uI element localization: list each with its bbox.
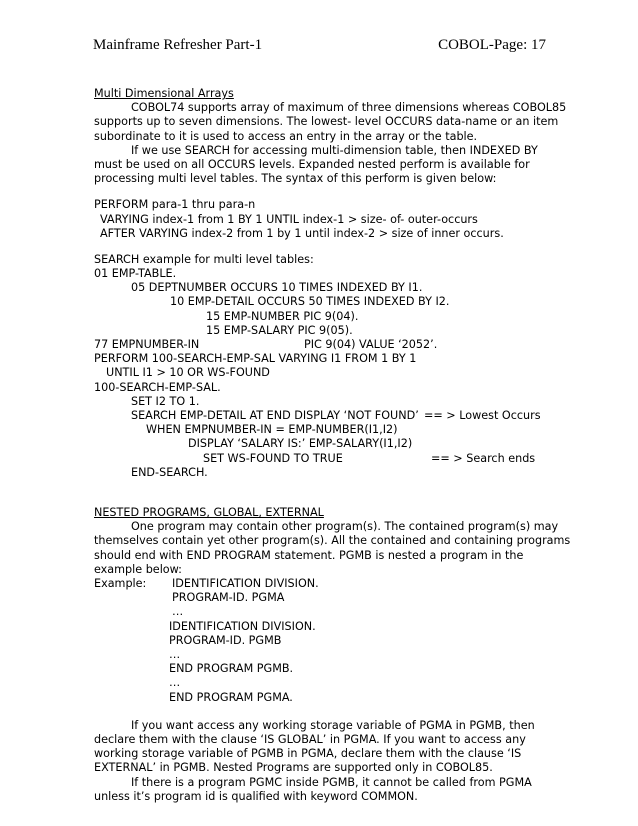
code-line: 05 DEPTNUMBER OCCURS 10 TIMES INDEXED BY I1.: [131, 281, 423, 295]
code-line: PROGRAM-ID. PGMA: [172, 591, 285, 605]
code-line: IDENTIFICATION DIVISION.: [169, 619, 316, 633]
code-line: 01 EMP-TABLE.: [94, 267, 177, 281]
code-line: [94, 452, 554, 466]
paragraph-line: One program may contain other program(s). The contained program(s) may: [131, 520, 559, 534]
code-line: VARYING index-1 from 1 BY 1 UNTIL index-1 > size- of- outer-occurs: [100, 212, 478, 226]
code-line: PERFORM 100-SEARCH-EMP-SAL VARYING I1 FROM 1 BY 1: [94, 352, 417, 366]
paragraph-line: processing multi level tables. The syntax of this perform is given below:: [94, 172, 497, 186]
code-text: SET WS-FOUND TO TRUE: [203, 451, 343, 465]
section-title-nested-programs: NESTED PROGRAMS, GLOBAL, EXTERNAL: [94, 506, 324, 520]
paragraph-line: If there is a program PGMC inside PGMB, it cannot be called from PGMA: [131, 775, 532, 789]
page-header-page-number: COBOL-Page: 17: [438, 37, 546, 53]
code-line: END-SEARCH.: [131, 465, 208, 479]
code-line: END PROGRAM PGMA.: [169, 690, 293, 704]
code-line: WHEN EMPNUMBER-IN = EMP-NUMBER(I1,I2): [146, 423, 398, 437]
code-text: PIC 9(04) VALUE ‘2052’.: [304, 338, 438, 351]
paragraph-line: EXTERNAL’ in PGMB. Nested Programs are supported only in COBOL85.: [94, 761, 493, 775]
paragraph-line: working storage variable of PGMB in PGMA, declare them with the clause ‘IS: [94, 747, 522, 761]
code-line: AFTER VARYING index-2 from 1 by 1 until index-2 > size of inner occurs.: [100, 226, 504, 240]
code-line: PROGRAM-ID. PGMB: [169, 633, 282, 647]
paragraph-line: example below:: [94, 562, 182, 576]
page-body: [94, 87, 571, 804]
code-line: …: [169, 676, 181, 690]
paragraph-line: If we use SEARCH for accessing multi-dimension table, then INDEXED BY: [131, 143, 538, 157]
code-line: [94, 338, 554, 352]
code-line: SEARCH example for multi level tables:: [94, 252, 314, 266]
code-comment: == > Lowest Occurs: [424, 408, 541, 422]
code-text: SEARCH EMP-DETAIL AT END DISPLAY ‘NOT FOUND’: [131, 408, 419, 422]
code-line: END PROGRAM PGMB.: [169, 662, 294, 676]
code-comment: == > Search ends: [431, 451, 536, 465]
paragraph-line: declare them with the clause ‘IS GLOBAL’ in PGMA. If you want to access any: [94, 733, 526, 747]
paragraph-line: should end with END PROGRAM statement. PGMB is nested a program in the: [94, 548, 524, 562]
code-line: …: [172, 605, 184, 619]
code-line: 100-SEARCH-EMP-SAL.: [94, 380, 221, 394]
paragraph-line: unless it’s program id is qualified with keyword COMMON.: [94, 789, 418, 803]
example-label: Example:: [94, 577, 147, 590]
code-text: 77 EMPNUMBER-IN: [94, 338, 200, 351]
code-line: PERFORM para-1 thru para-n: [94, 198, 256, 212]
page-header-title: Mainframe Refresher Part-1: [93, 37, 263, 53]
code-line: 10 EMP-DETAIL OCCURS 50 TIMES INDEXED BY I2.: [170, 295, 450, 309]
code-line: …: [169, 647, 181, 661]
paragraph-line: subordinate to it is used to access an entry in the array or the table.: [94, 129, 478, 143]
code-line: SET I2 TO 1.: [131, 394, 200, 408]
code-line: UNTIL I1 > 10 OR WS-FOUND: [106, 366, 270, 380]
code-line: DISPLAY ‘SALARY IS:’ EMP-SALARY(I1,I2): [188, 437, 413, 451]
paragraph-line: must be used on all OCCURS levels. Expanded nested perform is available for: [94, 157, 530, 171]
code-text: IDENTIFICATION DIVISION.: [172, 577, 319, 590]
paragraph-line: themselves contain yet other program(s). All the contained and containing programs: [94, 534, 571, 548]
code-line: 15 EMP-SALARY PIC 9(05).: [206, 323, 353, 337]
paragraph-line: supports up to seven dimensions. The lowest- level OCCURS data-name or an item: [94, 115, 559, 129]
code-line: [94, 577, 554, 591]
code-line: 15 EMP-NUMBER PIC 9(04).: [206, 309, 359, 323]
code-line: [94, 409, 554, 423]
paragraph-line: If you want access any working storage variable of PGMA in PGMB, then: [131, 718, 535, 732]
paragraph-line: COBOL74 supports array of maximum of three dimensions whereas COBOL85: [131, 101, 567, 115]
section-title-multi-dimensional-arrays: Multi Dimensional Arrays: [94, 87, 234, 100]
